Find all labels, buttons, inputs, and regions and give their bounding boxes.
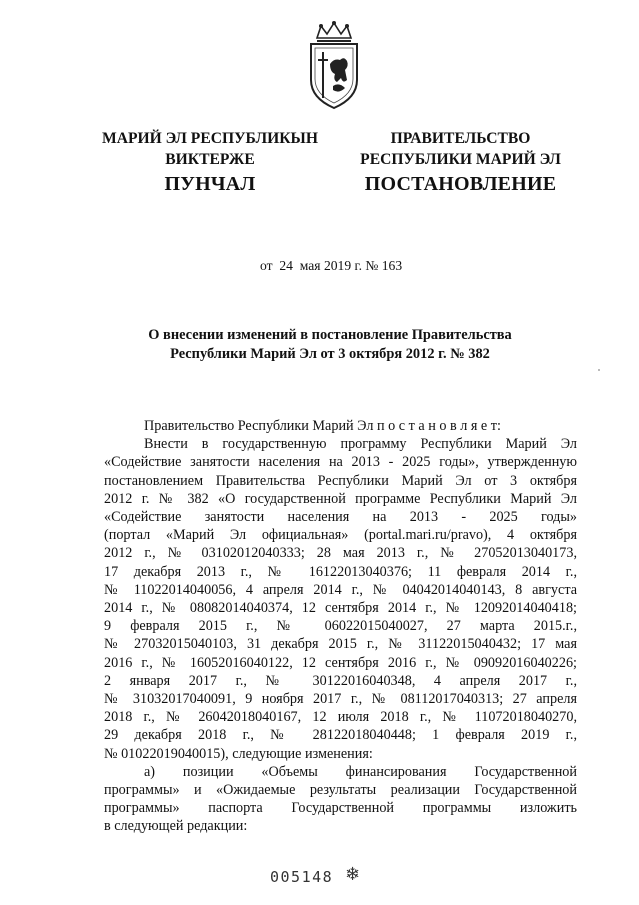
snowflake-mark-icon: ❄ (345, 864, 361, 885)
body-line: Внести в государственную программу Республики Марий Эл (144, 436, 577, 453)
title-line2: Республики Марий Эл от 3 октября 2012 г. № 382 (170, 345, 490, 362)
body-line: (портал «Марий Эл официальная» (portal.mari.ru/pravo), 4 октября (104, 527, 577, 544)
header-left-authority (95, 128, 325, 170)
scan-speck (598, 369, 600, 371)
header-left-line1: МАРИЙ ЭЛ РЕСПУБЛИКЫН (102, 130, 318, 147)
document-title (100, 326, 560, 363)
header-left-line2: ВИКТЕРЖЕ (165, 151, 255, 168)
body-line: № 27032015040103, 31 декабря 2015 г., № 31122015040432; 17 мая (104, 636, 577, 653)
body-line: № 11022014040056, 4 апреля 2014 г., № 04042014040143, 8 августа (104, 581, 577, 598)
body-line: 2018 г., № 26042018040167, 12 июля 2018 г., № 11072018040270, (104, 709, 577, 726)
body-line: 2012 г. № 382 «О государственной программе Республики Марий Эл (104, 490, 577, 507)
body-line: «Содействие занятости населения на 2013 - 2025 годы» (104, 509, 577, 526)
body-line: 17 декабря 2013 г., № 16122013040376; 11 февраля 2014 г., (104, 563, 577, 580)
body-line: программы» и «Ожидаемые результаты реализации Государственной (104, 782, 577, 799)
body-line: «Содействие занятости населения на 2013 - 2025 годы», утвержденную (104, 454, 577, 471)
body-line: постановлением Правительства Республики Марий Эл от 3 октября (104, 472, 577, 489)
body-line: 2 января 2017 г., № 30122016040348, 4 апреля 2017 г., (104, 672, 577, 689)
body-line: Правительство Республики Марий Эл п о с т а н о в л я е т: (144, 418, 501, 434)
coat-of-arms-icon (303, 20, 365, 112)
body-line: 2012 г., № 03102012040333; 28 мая 2013 г., № 27052013040173, (104, 545, 577, 562)
header-right-authority (348, 128, 573, 170)
serial-number: 005148 (270, 868, 334, 886)
header-right-doc-type: ПОСТАНОВЛЕНИЕ (364, 173, 557, 195)
title-line1: О внесении изменений в постановление Правительства (148, 327, 512, 343)
body-line: № 01022019040015), следующие изменения: (104, 745, 373, 762)
body-line: № 31032017040091, 9 ноября 2017 г., № 08112017040313; 27 апреля (104, 691, 577, 708)
body-line: 9 февраля 2015 г., № 06022015040027, 27 марта 2015.г., (104, 618, 577, 635)
body-line: 29 декабря 2018 г., № 28122018040448; 1 февраля 2019 г., (104, 727, 577, 744)
body-line: в следующей редакции: (104, 818, 248, 835)
header-right-line1: ПРАВИТЕЛЬСТВО (390, 130, 531, 147)
body-line: 2014 г., № 08082014040374, 12 сентября 2014 г., № 12092014040418; (104, 600, 577, 617)
body-line: а) позиции «Объемы финансирования Государственной (144, 763, 577, 780)
body-line: программы» паспорта Государственной программы изложить (104, 800, 577, 817)
date-line: от 24 мая 2019 г. № 163 (260, 258, 403, 273)
header-left-doc-type: ПУНЧАЛ (164, 173, 256, 195)
header-right-line2: РЕСПУБЛИКИ МАРИЙ ЭЛ (360, 151, 561, 168)
body-line: 2016 г., № 16052016040122, 12 сентября 2016 г., № 09092016040226; (104, 654, 577, 671)
document-body (104, 417, 577, 836)
